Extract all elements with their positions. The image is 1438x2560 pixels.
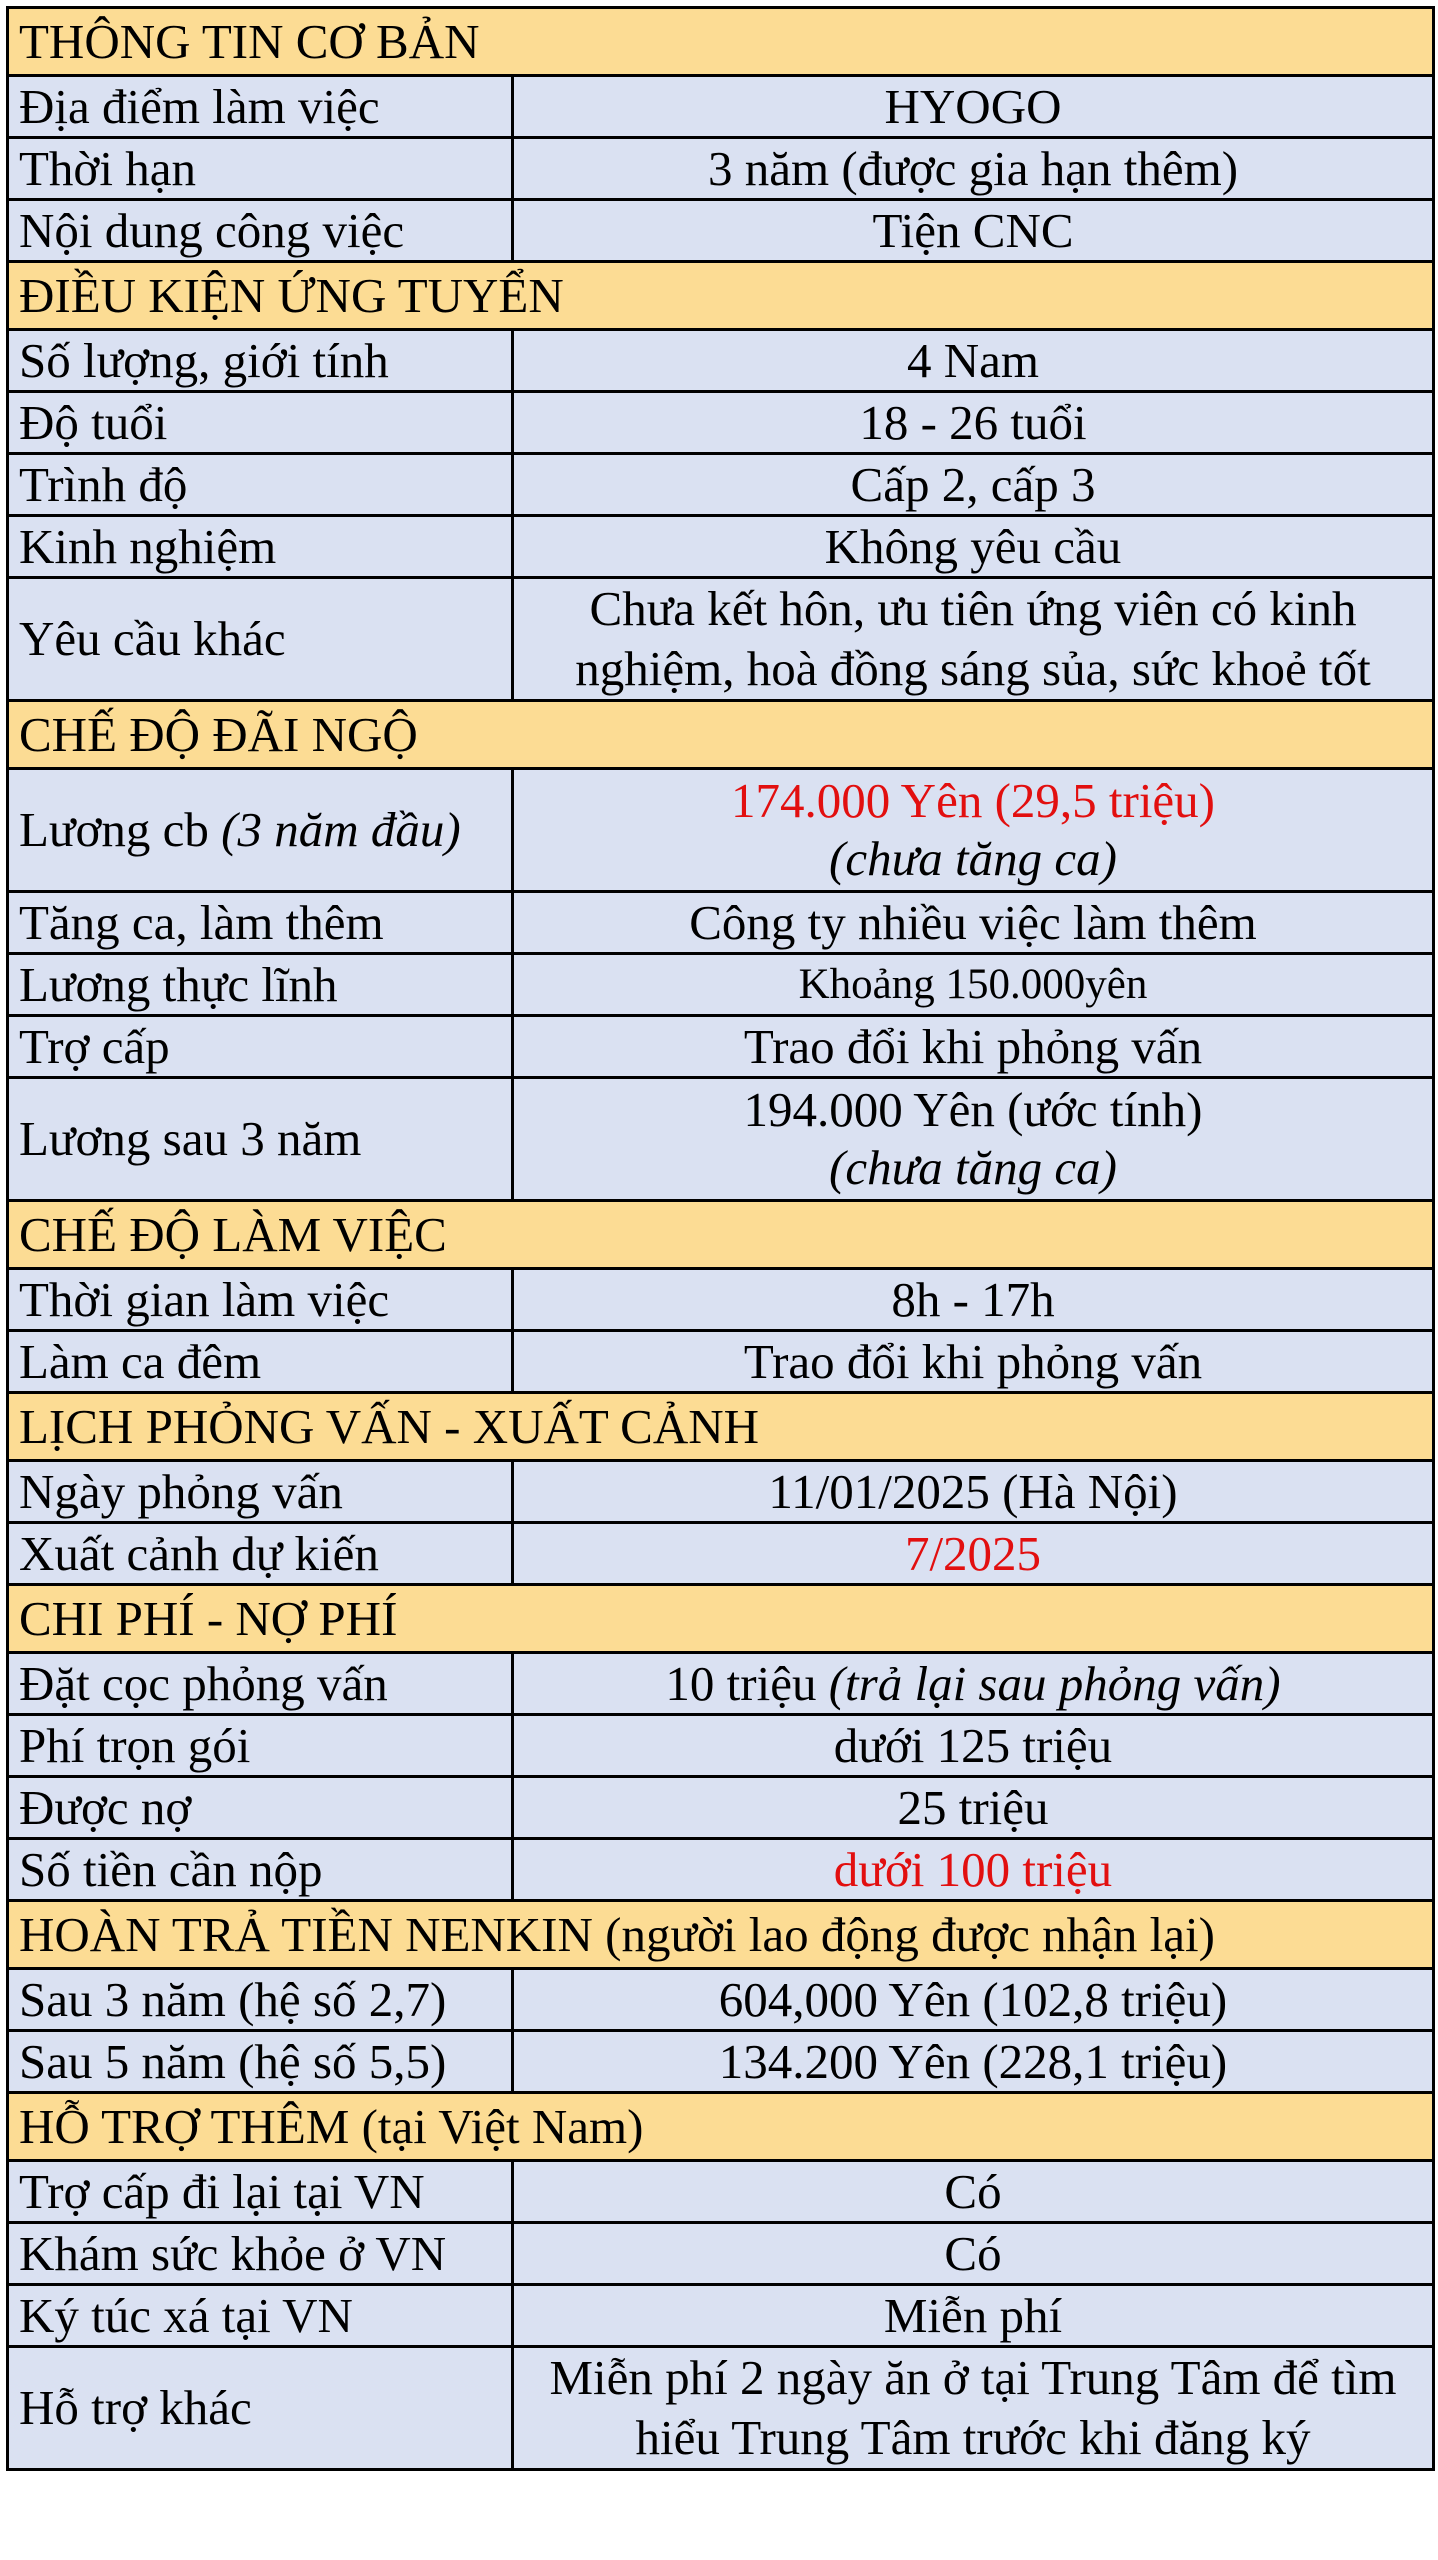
- section-header-basic: [8, 8, 1434, 76]
- row-value: 8h - 17h: [513, 1269, 1434, 1331]
- table-row: [8, 1523, 1434, 1585]
- row-label: Yêu cầu khác: [8, 578, 513, 701]
- table-row: [8, 578, 1434, 701]
- row-value: 3 năm (được gia hạn thêm): [513, 138, 1434, 200]
- row-label: Độ tuổi: [8, 392, 513, 454]
- table-row: [8, 2031, 1434, 2093]
- section-header-benefits: [8, 701, 1434, 769]
- salary-after-sub: (chưa tăng ca): [829, 1140, 1117, 1195]
- section-header-support: [8, 2093, 1434, 2161]
- deposit-value: 10 triệu: [665, 1655, 817, 1711]
- row-label: [8, 769, 513, 892]
- table-row: [8, 392, 1434, 454]
- table-row: [8, 954, 1434, 1016]
- section-title: HỖ TRỢ THÊM (tại Việt Nam): [8, 2093, 1434, 2161]
- base-salary-label: Lương cb: [19, 802, 209, 857]
- salary-after-value: 194.000 Yên (ước tính): [743, 1082, 1203, 1137]
- row-label: Số lượng, giới tính: [8, 330, 513, 392]
- section-header-requirements: [8, 262, 1434, 330]
- section-title: HOÀN TRẢ TIỀN NENKIN (người lao động được nhận lại): [8, 1901, 1434, 1969]
- base-salary-note: (3 năm đầu): [221, 802, 461, 857]
- row-label: Được nợ: [8, 1777, 513, 1839]
- row-label: Thời hạn: [8, 138, 513, 200]
- table-row: [8, 1653, 1434, 1715]
- row-value: Khoảng 150.000yên: [513, 954, 1434, 1016]
- table-row: [8, 1969, 1434, 2031]
- table-row: [8, 1715, 1434, 1777]
- table-row: [8, 892, 1434, 954]
- row-label: Ký túc xá tại VN: [8, 2285, 513, 2347]
- table-row: [8, 138, 1434, 200]
- row-value: 7/2025: [513, 1523, 1434, 1585]
- row-value: 134.200 Yên (228,1 triệu): [513, 2031, 1434, 2093]
- row-value: Miễn phí 2 ngày ăn ở tại Trung Tâm để tìm hiểu Trung Tâm trước khi đăng ký: [513, 2347, 1434, 2470]
- row-label: Ngày phỏng vấn: [8, 1461, 513, 1523]
- row-label: Thời gian làm việc: [8, 1269, 513, 1331]
- row-label: Lương thực lĩnh: [8, 954, 513, 1016]
- table-row: [8, 2347, 1434, 2470]
- row-value: dưới 100 triệu: [513, 1839, 1434, 1901]
- table-row: [8, 1269, 1434, 1331]
- row-value: 18 - 26 tuổi: [513, 392, 1434, 454]
- section-header-costs: [8, 1585, 1434, 1653]
- row-value: 11/01/2025 (Hà Nội): [513, 1461, 1434, 1523]
- job-info-table: [6, 6, 1435, 2471]
- row-label: Tăng ca, làm thêm: [8, 892, 513, 954]
- table-row: [8, 454, 1434, 516]
- row-value: Miễn phí: [513, 2285, 1434, 2347]
- row-label: Số tiền cần nộp: [8, 1839, 513, 1901]
- table-row: [8, 769, 1434, 892]
- table-row: [8, 2285, 1434, 2347]
- table-row: [8, 1078, 1434, 1201]
- row-value: [513, 1078, 1434, 1201]
- deposit-note: (trả lại sau phỏng vấn): [828, 1655, 1281, 1711]
- row-value: [513, 769, 1434, 892]
- row-label: Hỗ trợ khác: [8, 2347, 513, 2470]
- base-salary-sub: (chưa tăng ca): [829, 831, 1117, 886]
- row-value: 4 Nam: [513, 330, 1434, 392]
- table-row: [8, 1777, 1434, 1839]
- row-value: Công ty nhiều việc làm thêm: [513, 892, 1434, 954]
- row-label: Xuất cảnh dự kiến: [8, 1523, 513, 1585]
- row-value: Trao đổi khi phỏng vấn: [513, 1016, 1434, 1078]
- row-value: Chưa kết hôn, ưu tiên ứng viên có kinh nghiệm, hoà đồng sáng sủa, sức khoẻ tốt: [513, 578, 1434, 701]
- row-label: Làm ca đêm: [8, 1331, 513, 1393]
- row-label: Trợ cấp đi lại tại VN: [8, 2161, 513, 2223]
- section-title: CHI PHÍ - NỢ PHÍ: [8, 1585, 1434, 1653]
- section-title: CHẾ ĐỘ LÀM VIỆC: [8, 1201, 1434, 1269]
- table-row: [8, 516, 1434, 578]
- row-value: 25 triệu: [513, 1777, 1434, 1839]
- table-row: [8, 2223, 1434, 2285]
- row-value: Cấp 2, cấp 3: [513, 454, 1434, 516]
- section-header-nenkin: [8, 1901, 1434, 1969]
- row-value: Tiện CNC: [513, 200, 1434, 262]
- row-label: Nội dung công việc: [8, 200, 513, 262]
- base-salary-value: 174.000 Yên (29,5 triệu): [731, 773, 1215, 828]
- row-value: [513, 1653, 1434, 1715]
- table-row: [8, 330, 1434, 392]
- table-row: [8, 1331, 1434, 1393]
- section-title: THÔNG TIN CƠ BẢN: [8, 8, 1434, 76]
- section-title: LỊCH PHỎNG VẤN - XUẤT CẢNH: [8, 1393, 1434, 1461]
- row-value: Trao đổi khi phỏng vấn: [513, 1331, 1434, 1393]
- table-row: [8, 1461, 1434, 1523]
- table-row: [8, 1016, 1434, 1078]
- row-value: HYOGO: [513, 76, 1434, 138]
- row-value: dưới 125 triệu: [513, 1715, 1434, 1777]
- row-label: Lương sau 3 năm: [8, 1078, 513, 1201]
- row-value: Có: [513, 2223, 1434, 2285]
- table-row: [8, 2161, 1434, 2223]
- table-row: [8, 200, 1434, 262]
- row-label: Trợ cấp: [8, 1016, 513, 1078]
- section-title: CHẾ ĐỘ ĐÃI NGỘ: [8, 701, 1434, 769]
- row-label: Địa điểm làm việc: [8, 76, 513, 138]
- row-label: Kinh nghiệm: [8, 516, 513, 578]
- row-label: Sau 5 năm (hệ số 5,5): [8, 2031, 513, 2093]
- section-title: ĐIỀU KIỆN ỨNG TUYỂN: [8, 262, 1434, 330]
- section-header-schedule: [8, 1393, 1434, 1461]
- row-value: Không yêu cầu: [513, 516, 1434, 578]
- row-label: Đặt cọc phỏng vấn: [8, 1653, 513, 1715]
- table-row: [8, 1839, 1434, 1901]
- row-label: Trình độ: [8, 454, 513, 516]
- row-label: Sau 3 năm (hệ số 2,7): [8, 1969, 513, 2031]
- section-header-work-regime: [8, 1201, 1434, 1269]
- table-row: [8, 76, 1434, 138]
- row-value: Có: [513, 2161, 1434, 2223]
- row-label: Khám sức khỏe ở VN: [8, 2223, 513, 2285]
- row-value: 604,000 Yên (102,8 triệu): [513, 1969, 1434, 2031]
- row-label: Phí trọn gói: [8, 1715, 513, 1777]
